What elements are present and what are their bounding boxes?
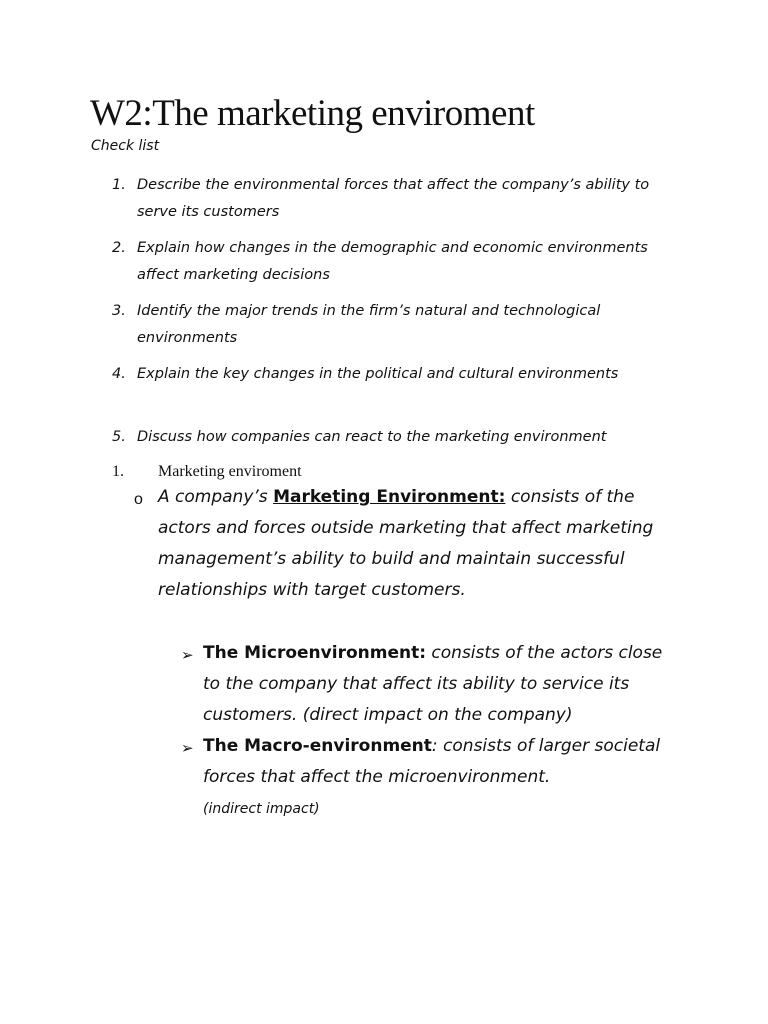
checklist-subtitle: Check list [91,138,160,154]
section-heading [112,461,302,483]
arrow-bullet-icon: ➢ [181,646,194,664]
checklist-text: Discuss how companies can react to the marketing environment [137,429,607,445]
macroenvironment-definition [203,731,683,825]
checklist-text: Explain the key changes in the political and cultural environments [137,366,619,382]
checklist-number: 2. [112,240,126,256]
microenvironment-text: consists of the actors close to the company that affect its ability to service its customers. (direct impact on the company) [203,643,663,725]
checklist-number: 1. [112,177,126,193]
definition-text: consists of the actors and forces outside marketing that affect marketing management’s ability to build and maintain successful relationships with target customers. [158,487,654,600]
checklist-text: Identify the major trends in the firm’s natural and technological environments [137,303,601,346]
indirect-impact-note: (indirect impact) [203,801,320,817]
document-title: W2:The marketing enviroment [90,93,535,134]
macroenvironment-text: : consists of larger societal forces that affect the microenvironment. [203,736,661,787]
microenvironment-definition [203,638,683,731]
definition-prefix: A company’s [158,487,274,507]
checklist-text: Explain how changes in the demographic and economic environments affect marketing decisions [137,240,648,283]
marketing-environment-definition [158,482,668,606]
checklist-item-1 [112,172,692,226]
microenvironment-term: The Microenvironment: [203,643,427,663]
checklist-item-5 [112,424,692,451]
checklist-number: 3. [112,303,126,319]
checklist-number: 5. [112,429,126,445]
arrow-bullet-icon: ➢ [181,739,194,757]
checklist-text: Describe the environmental forces that affect the company’s ability to serve its customers [137,177,650,220]
checklist-item-3 [112,298,692,352]
section-number: 1. [112,463,124,480]
checklist-item-4 [112,361,692,388]
section-heading-text: Marketing enviroment [158,463,302,480]
macroenvironment-term: The Macro-environment [203,736,432,756]
circle-bullet-icon: o [134,491,143,508]
marketing-environment-term: Marketing Environment: [273,487,506,507]
checklist-item-2 [112,235,692,289]
checklist-number: 4. [112,366,126,382]
